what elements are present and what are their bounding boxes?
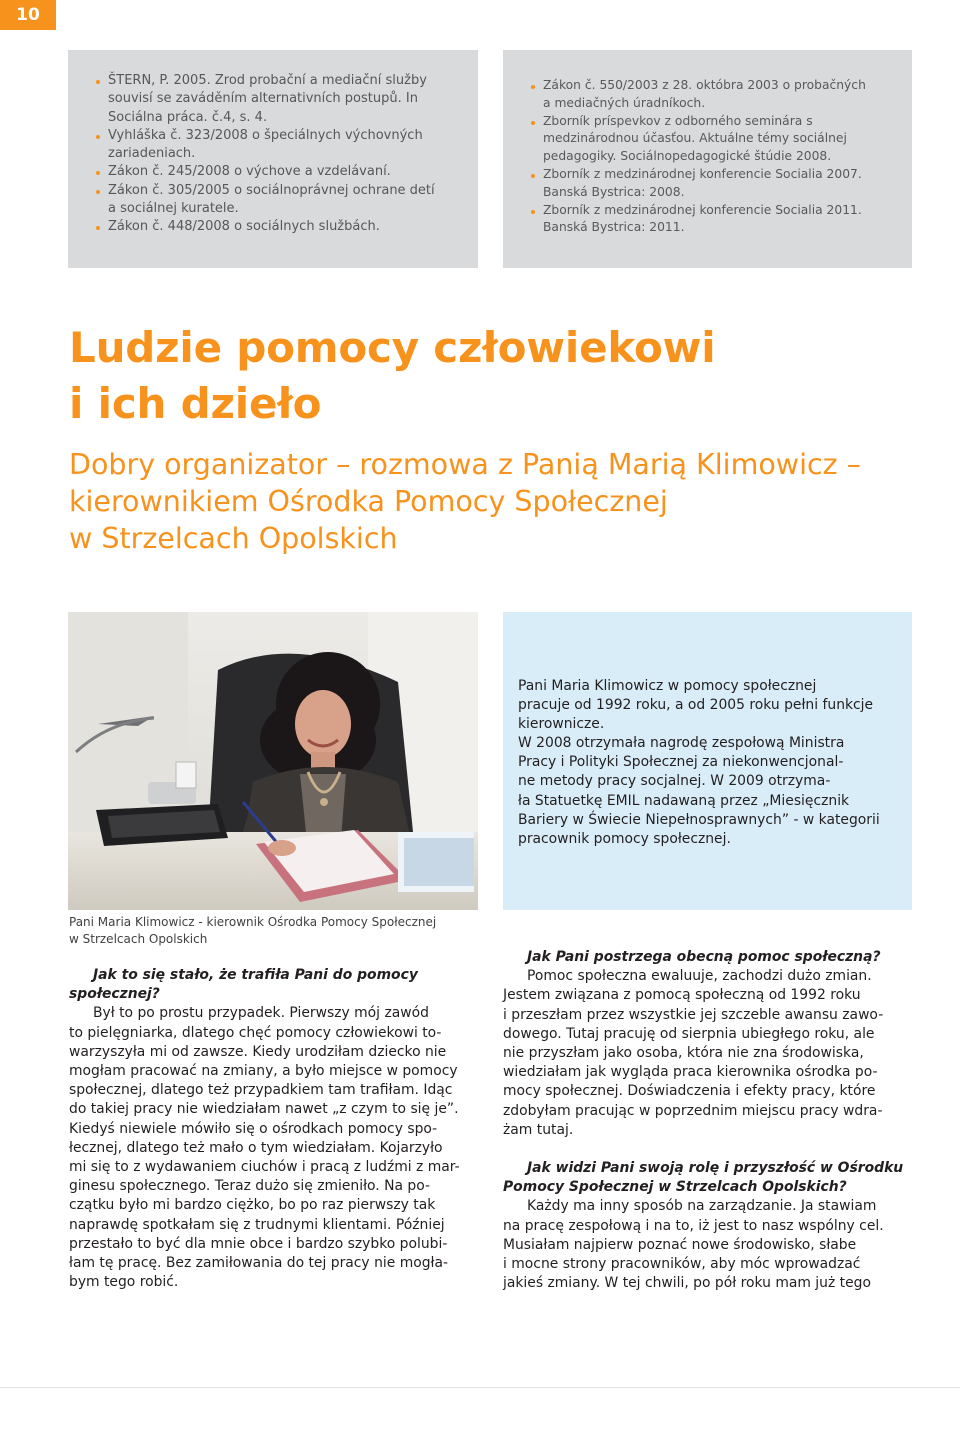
answer-line: mogłam pracować na zmiany, a było miejsce w pomocy — [69, 1063, 458, 1080]
reference-line: pedagogiky. Sociálnopedagogické štúdie 2008. — [543, 149, 832, 164]
interview-answer — [503, 967, 911, 1140]
answer-line: nie przyszłam jako osoba, która nie zna środowiska, — [503, 1045, 864, 1062]
reference-line: Vyhláška č. 323/2008 o špeciálnych výchovných — [108, 127, 423, 143]
bio-line-text: Pani Maria Klimowicz w pomocy społecznej — [518, 678, 817, 694]
portrait-photo — [68, 612, 478, 910]
bio-line: W 2008 otrzymała nagrodę zespołową Ministra — [518, 735, 845, 752]
answer-line: przestało to być dla mnie obce i bardzo szybko polubi- — [69, 1235, 448, 1252]
reference-line: a mediačných úradníkoch. — [543, 95, 706, 110]
interview-answer — [503, 1197, 911, 1293]
question-line: Jak widzi Pani swoją rolę i przyszłość w Ośrodku — [527, 1160, 904, 1177]
bio-line: ła Statuetkę EMIL nadawaną przez „Miesięcznik — [518, 792, 850, 809]
answer-line: Musiałam najpierw poznać nowe środowisko, słabe — [503, 1236, 857, 1253]
references-list-right — [529, 77, 896, 237]
page-number-tab — [0, 0, 56, 30]
reference-line: Zákon č. 245/2008 o výchove a vzdelávaní. — [108, 164, 391, 180]
reference-line: souvisí se zaváděním alternativních postupů. In — [108, 91, 418, 107]
interview-column-right — [503, 948, 911, 1293]
answer-line: bym tego robić. — [69, 1274, 179, 1291]
answer-line: na pracę zespołową i na to, iż jest to nasz wspólny cel. — [503, 1217, 884, 1234]
interview-question — [69, 966, 477, 1004]
reference-line: zariadeniach. — [108, 146, 196, 162]
subheadline-line: kierownikiem Ośrodka Pomocy Społecznej — [69, 485, 668, 518]
headline-line: i ich dzieło — [69, 379, 322, 428]
interview-question — [503, 1159, 911, 1197]
question-line: Jak Pani postrzega obecną pomoc społeczną? — [527, 949, 881, 965]
answer-line: zdobyłam pracując w poprzednim miejscu pracy wdra- — [503, 1102, 883, 1119]
reference-item — [529, 113, 896, 166]
answer-line: czątku było mi bardzo ciężko, bo po raz pierwszy tak — [69, 1197, 436, 1214]
reference-line: ŠTERN, P. 2005. Zrod probační a mediační služby — [108, 73, 427, 88]
answer-line: łecznej, dlatego też mało o tym wiedziałam. Kojarzyło — [69, 1139, 443, 1156]
reference-item — [529, 166, 896, 202]
interview-answer — [69, 1004, 477, 1292]
reference-line: Zborník z medzinárodnej konferencie Socialia 2011. — [543, 202, 862, 217]
photo-caption — [69, 914, 436, 948]
bio-line: Pracy i Polityki Społecznej za niekonwencjonal- — [518, 754, 844, 771]
answer-line: jakieś zmiany. W tej chwili, po pół roku mam już tego — [503, 1275, 871, 1292]
question-line: Pomocy Społecznej w Strzelcach Opolskich? — [503, 1179, 847, 1196]
reference-item — [94, 72, 462, 127]
article-subheadline — [69, 446, 861, 557]
answer-line: do takiej pracy nie wiedziałam nawet „z czym to się je”. — [69, 1101, 459, 1118]
answer-line: to pielęgniarka, dlatego chęć pomocy człowiekowi to- — [69, 1024, 442, 1041]
answer-line: Jestem związana z pomocą społeczną od 1992 roku — [503, 987, 861, 1004]
page-number: 10 — [16, 5, 40, 25]
headline-line: Ludzie pomocy człowiekowi — [69, 323, 716, 372]
subheadline-line: Dobry organizator – rozmowa z Panią Marią Klimowicz – — [69, 448, 861, 481]
reference-line: Sociálna práca. č.4, s. 4. — [108, 109, 268, 125]
paragraph-spacer — [503, 1140, 911, 1159]
answer-line: ginesu społecznego. Teraz dużo się zmieniło. Na po- — [69, 1178, 431, 1195]
reference-item — [94, 163, 462, 181]
reference-line: Zákon č. 448/2008 o sociálnych službách. — [108, 219, 380, 235]
answer-line: wiedziałam jak wygląda praca kierownika ośrodka po- — [503, 1064, 878, 1081]
answer-line: Był to po prostu przypadek. Pierwszy mój zawód — [93, 1005, 429, 1022]
reference-line: Banská Bystrica: 2008. — [543, 184, 685, 199]
caption-line: Pani Maria Klimowicz - kierownik Ośrodka Pomocy Społecznej — [69, 915, 437, 929]
answer-line: naprawdę spotkałam się z trudnymi klientami. Później — [69, 1216, 445, 1233]
references-box-right — [503, 50, 912, 268]
reference-item — [529, 77, 896, 113]
article-headline — [69, 320, 715, 432]
reference-item — [94, 127, 462, 164]
interview-column-left — [69, 966, 477, 1292]
bio-line: Bariery w Świecie Niepełnosprawnych” - w kategorii — [518, 811, 880, 828]
references-list-left — [94, 72, 462, 237]
footer-divider — [0, 1387, 960, 1388]
answer-line: mi się to z wydawaniem ciuchów i pracą z ludźmi z mar- — [69, 1159, 460, 1176]
bio-line — [518, 677, 896, 696]
bio-line: pracuje od 1992 roku, a od 2005 roku pełni funkcje — [518, 697, 874, 714]
reference-item — [94, 218, 462, 236]
reference-item — [529, 202, 896, 238]
bio-line: pracownik pomocy społecznej. — [518, 830, 731, 847]
subheadline-line: w Strzelcach Opolskich — [69, 522, 398, 555]
references-box-left — [68, 50, 478, 268]
answer-line: dowego. Tutaj pracuję od sierpnia ubiegłego roku, ale — [503, 1025, 875, 1042]
bio-line: ne metody pracy socjalnej. W 2009 otrzyma- — [518, 773, 831, 790]
answer-line: Pomoc społeczna ewaluuje, zachodzi dużo zmian. — [527, 968, 872, 985]
answer-line: i mocne strony pracowników, aby móc wprowadzać — [503, 1256, 861, 1273]
interview-question — [503, 948, 911, 967]
answer-line: mocy społecznej. Doświadczenia i efekty pracy, które — [503, 1083, 876, 1100]
portrait-illustration — [68, 612, 478, 910]
answer-line: i przeszłam przez wszystkie jej szczeble awansu zawo- — [503, 1006, 884, 1023]
reference-line: Zborník z medzinárodnej konferencie Socialia 2007. — [543, 166, 862, 181]
reference-line: Zákon č. 550/2003 z 28. októbra 2003 o probačných — [543, 78, 866, 92]
answer-line: społecznej, dlatego też przypadkiem tam trafiłam. Idąc — [69, 1082, 453, 1099]
bio-info-box — [503, 612, 912, 910]
bio-line: kierownicze. — [518, 716, 605, 733]
reference-line: Zborník príspevkov z odborného seminára s — [543, 113, 813, 128]
answer-line: łam tę pracę. Bez zamiłowania do tej pracy nie mogła- — [69, 1255, 449, 1272]
reference-line: Banská Bystrica: 2011. — [543, 220, 685, 235]
reference-line: Zákon č. 305/2005 o sociálnoprávnej ochrane detí — [108, 182, 435, 198]
question-line: Jak to się stało, że trafiła Pani do pomocy — [93, 967, 418, 983]
answer-line: warzyszyła mi od zawsze. Kiedy urodziłam dziecko nie — [69, 1043, 447, 1060]
caption-line: w Strzelcach Opolskich — [69, 932, 208, 946]
answer-line: żam tutaj. — [503, 1121, 574, 1138]
answer-line: Kiedyś niewiele mówiło się o ośrodkach pomocy spo- — [69, 1120, 438, 1137]
reference-line: medzinárodnou účasťou. Aktuálne témy sociálnej — [543, 131, 847, 146]
reference-line: a sociálnej kuratele. — [108, 201, 239, 217]
question-line: społecznej? — [69, 986, 160, 1003]
reference-item — [94, 182, 462, 219]
bio-paragraph — [518, 677, 896, 849]
answer-line: Każdy ma inny sposób na zarządzanie. Ja stawiam — [527, 1198, 877, 1215]
